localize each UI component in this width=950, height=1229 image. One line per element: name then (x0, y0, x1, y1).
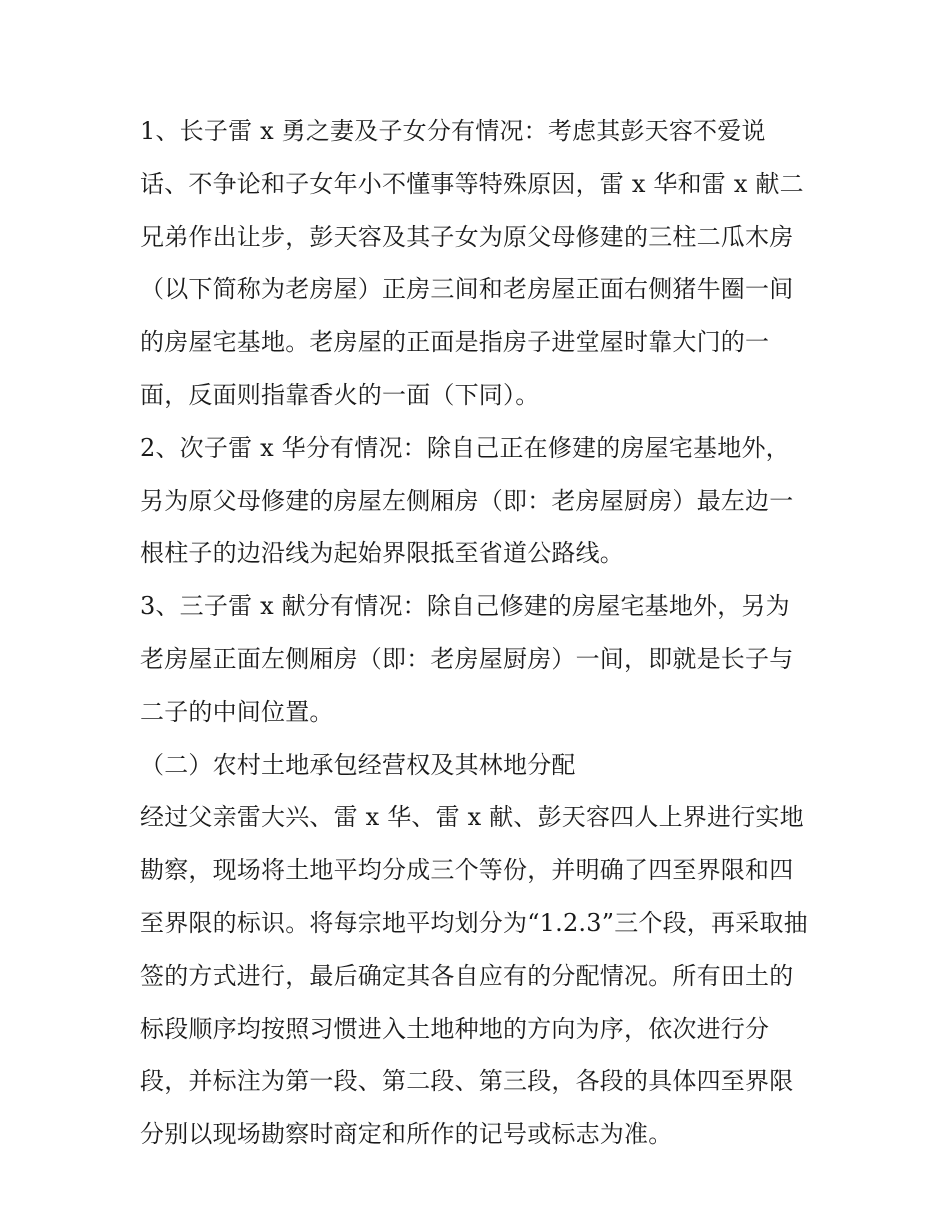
text-line: （以下简称为老房屋）正房三间和老房屋正面右侧猪牛圈一间 (140, 275, 794, 304)
text-line: 分别以现场勘察时商定和所作的记号或标志为准。 (140, 1120, 673, 1149)
section-heading: （二）农村土地承包经营权及其林地分配 (140, 750, 576, 779)
text-line: 另为原父母修建的房屋左侧厢房（即：老房屋厨房）最左边一 (140, 486, 794, 515)
text-line: 根柱子的边沿线为起始界限抵至省道公路线。 (140, 539, 624, 568)
text-line: 标段顺序均按照习惯进入土地种地的方向为序，依次进行分 (140, 1014, 770, 1043)
text-line: 老房屋正面左侧厢房（即：老房屋厨房）一间，即就是长子与 (140, 644, 794, 673)
text-line: 签的方式进行，最后确定其各自应有的分配情况。所有田土的 (140, 961, 794, 990)
text-line: 兄弟作出让步，彭天容及其子女为原父母修建的三柱二瓜木房 (140, 222, 794, 251)
text-line: 2、次子雷 x 华分有情况：除自己正在修建的房屋宅基地外， (140, 433, 790, 462)
text-line: 二子的中间位置。 (140, 697, 334, 726)
document-body (140, 105, 820, 1161)
text-line: 3、三子雷 x 献分有情况：除自己修建的房屋宅基地外，另为 (140, 592, 790, 621)
text-line: 面，反面则指靠香火的一面（下同）。 (140, 380, 540, 409)
text-line: 的房屋宅基地。老房屋的正面是指房子进堂屋时靠大门的一 (140, 328, 770, 357)
text-line: 话、不争论和子女年小不懂事等特殊原因，雷 x 华和雷 x 献二 (140, 169, 804, 198)
text-line: 经过父亲雷大兴、雷 x 华、雷 x 献、彭天容四人上界进行实地 (140, 803, 804, 832)
text-line: 勘察，现场将土地平均分成三个等份，并明确了四至界限和四 (140, 856, 794, 885)
text-line: 1、长子雷 x 勇之妻及子女分有情况：考虑其彭天容不爱说 (140, 117, 766, 145)
text-line: 至界限的标识。将每宗地平均划分为“1.2.3”三个段，再采取抽 (140, 908, 808, 937)
text-line: 段，并标注为第一段、第二段、第三段，各段的具体四至界限 (140, 1067, 794, 1096)
